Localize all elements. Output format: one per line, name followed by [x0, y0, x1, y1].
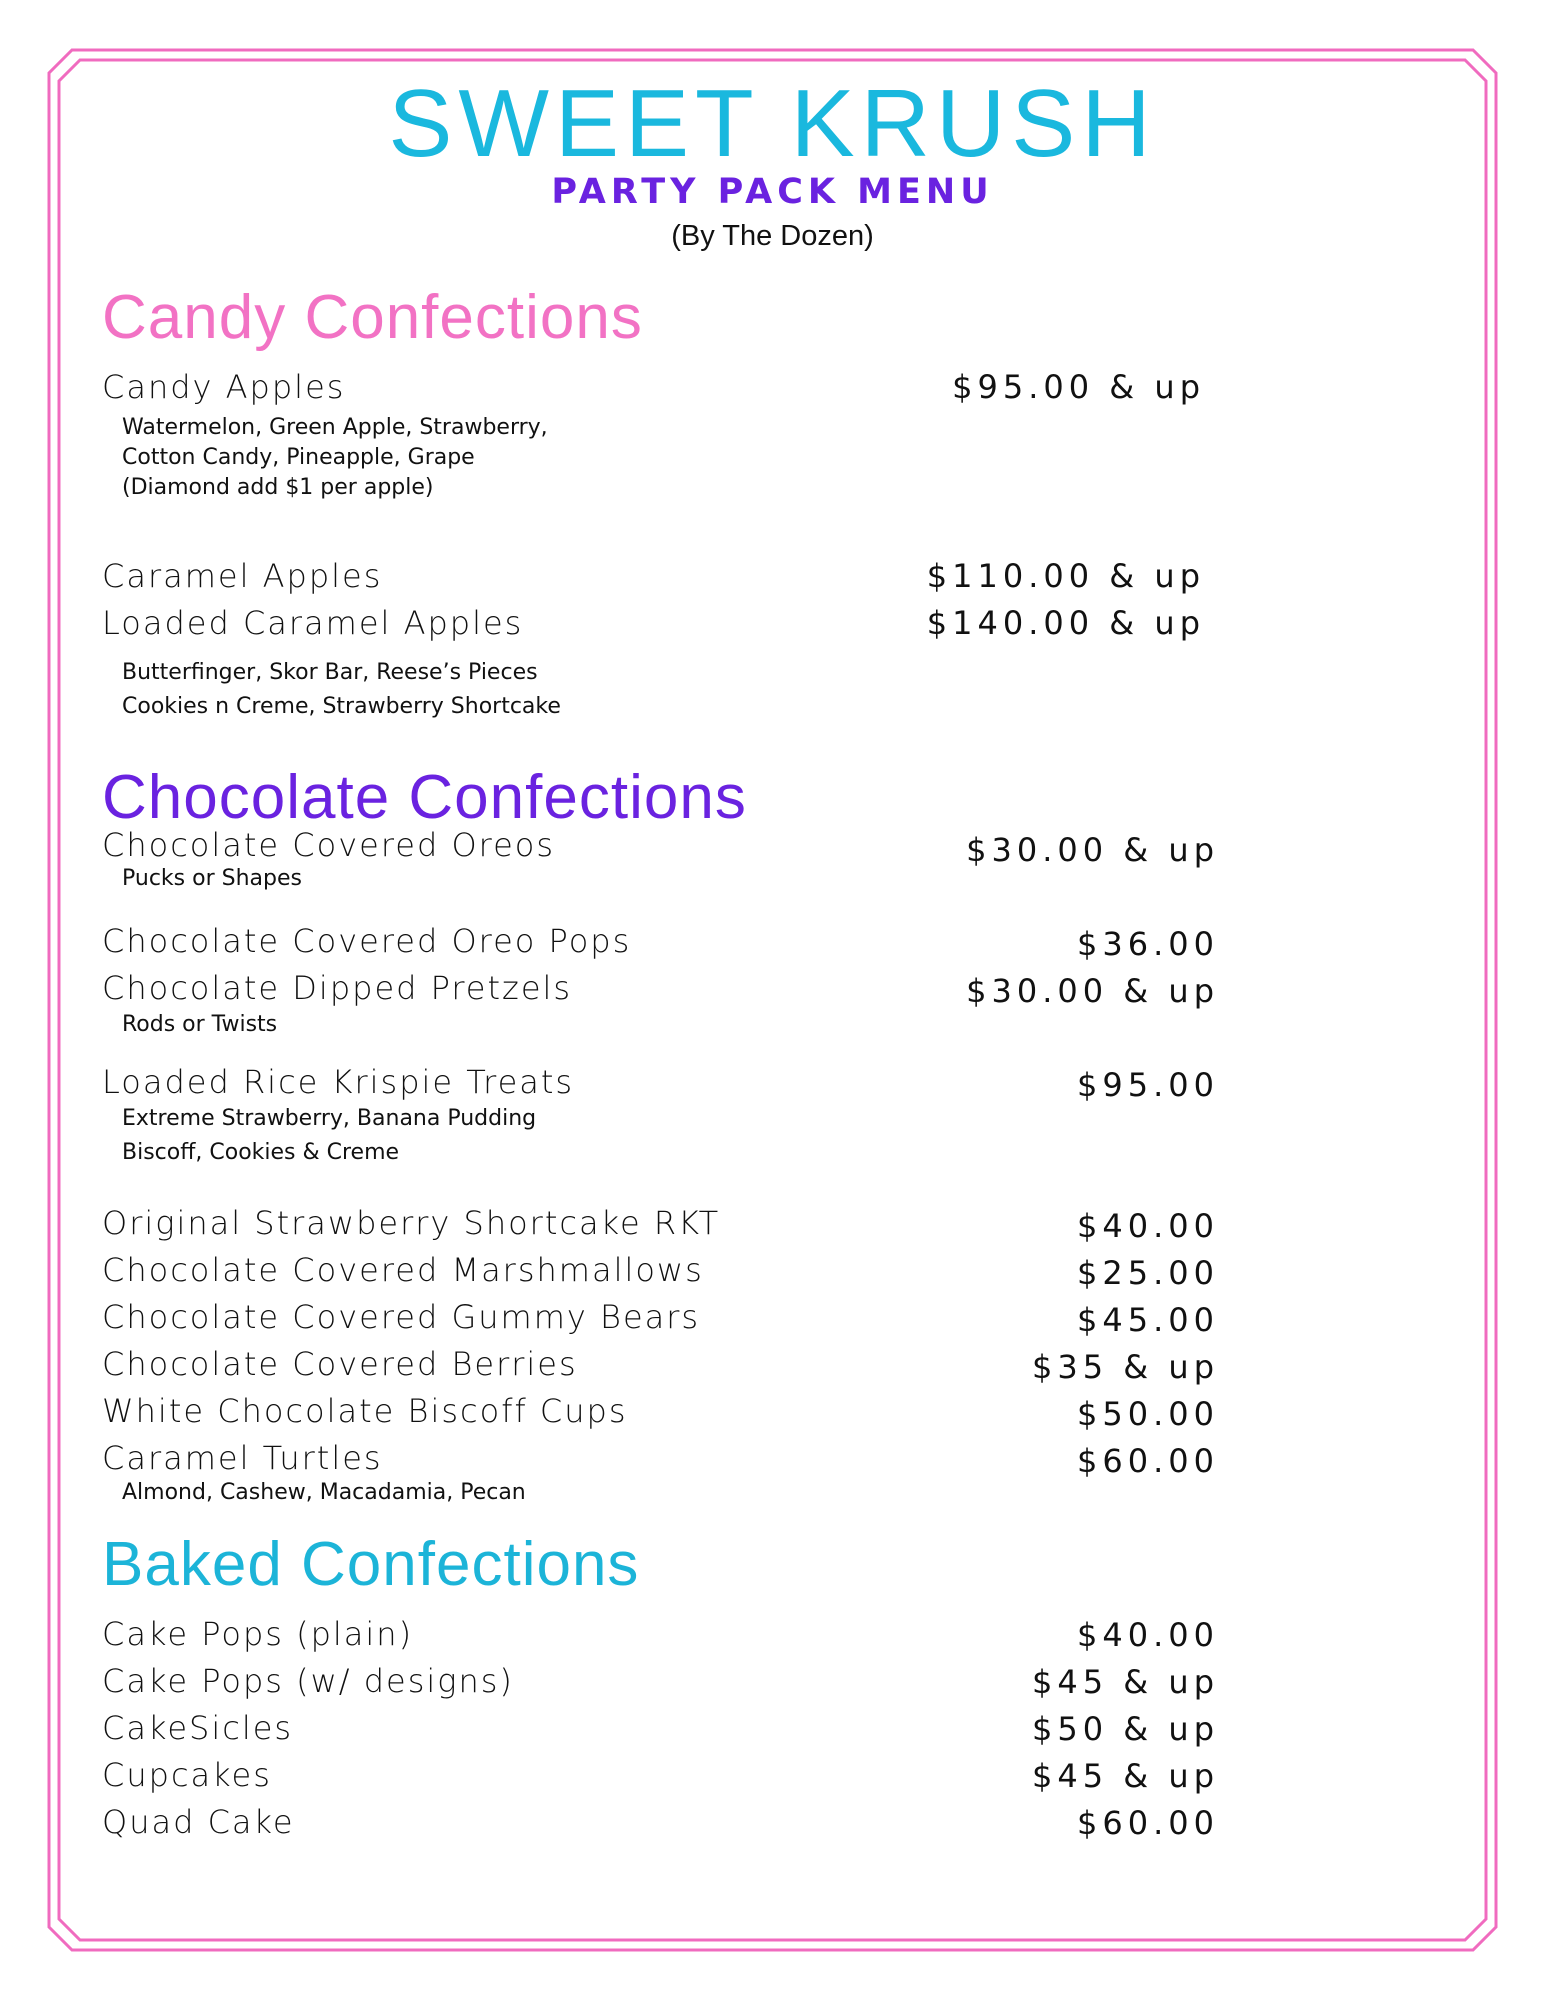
item-price-strawberry-rkt: $40.00 — [1077, 1207, 1219, 1245]
item-name-candy-apples: Candy Apples — [102, 368, 346, 406]
item-desc-caramel-turtles: Almond, Cashew, Macadamia, Pecan — [122, 1480, 526, 1505]
dozen-note: (By The Dozen) — [671, 220, 874, 252]
item-desc-loaded-caramel-1: Butterfinger, Skor Bar, Reese’s Pieces — [122, 660, 538, 685]
item-desc-candy-apples-2: Cotton Candy, Pineapple, Grape — [122, 445, 475, 470]
section-heading-candy: Candy Confections — [102, 283, 643, 352]
menu-subtitle: PARTY PACK MENU — [551, 172, 994, 212]
item-price-marshmallows: $25.00 — [1077, 1254, 1219, 1292]
item-desc-candy-apples-3: (Diamond add $1 per apple) — [122, 475, 434, 500]
brand-title: SWEET KRUSH — [388, 70, 1157, 177]
item-price-cake-pops-designs: $45 & up — [1032, 1663, 1219, 1701]
item-price-oreo-pops: $36.00 — [1077, 925, 1219, 963]
item-name-rkt: Loaded Rice Krispie Treats — [102, 1063, 575, 1101]
item-name-pretzels: Chocolate Dipped Pretzels — [102, 969, 573, 1007]
item-name-caramel-apples: Caramel Apples — [102, 557, 383, 595]
item-price-gummy-bears: $45.00 — [1077, 1301, 1219, 1339]
item-name-cake-pops-designs: Cake Pops (w/ designs) — [102, 1662, 514, 1700]
item-price-rkt: $95.00 — [1077, 1066, 1219, 1104]
item-price-candy-apples: $95.00 & up — [952, 368, 1205, 406]
item-price-cakesicles: $50 & up — [1032, 1710, 1219, 1748]
item-name-caramel-turtles: Caramel Turtles — [102, 1439, 383, 1477]
item-name-quad-cake: Quad Cake — [102, 1803, 295, 1841]
item-price-caramel-apples: $110.00 & up — [926, 557, 1205, 595]
item-name-oreo-pops: Chocolate Covered Oreo Pops — [102, 922, 632, 960]
item-price-cupcakes: $45 & up — [1032, 1757, 1219, 1795]
item-desc-loaded-caramel-2: Cookies n Creme, Strawberry Shortcake — [122, 694, 561, 719]
item-name-cupcakes: Cupcakes — [102, 1756, 272, 1794]
item-desc-rkt-1: Extreme Strawberry, Banana Pudding — [122, 1106, 537, 1131]
item-price-biscoff-cups: $50.00 — [1077, 1395, 1219, 1433]
item-name-gummy-bears: Chocolate Covered Gummy Bears — [102, 1298, 701, 1336]
item-price-quad-cake: $60.00 — [1077, 1804, 1219, 1842]
item-name-biscoff-cups: White Chocolate Biscoff Cups — [102, 1392, 628, 1430]
item-price-pretzels: $30.00 & up — [966, 972, 1219, 1010]
item-price-oreos: $30.00 & up — [966, 831, 1219, 869]
item-price-berries: $35 & up — [1032, 1348, 1219, 1386]
item-name-cake-pops-plain: Cake Pops (plain) — [102, 1615, 414, 1653]
item-name-berries: Chocolate Covered Berries — [102, 1345, 578, 1383]
section-heading-chocolate: Chocolate Confections — [102, 763, 747, 832]
item-desc-oreos: Pucks or Shapes — [122, 866, 302, 891]
item-name-loaded-caramel-apples: Loaded Caramel Apples — [102, 604, 524, 642]
item-name-strawberry-rkt: Original Strawberry Shortcake RKT — [102, 1204, 721, 1242]
section-heading-baked: Baked Confections — [102, 1530, 640, 1599]
item-desc-candy-apples-1: Watermelon, Green Apple, Strawberry, — [122, 415, 548, 440]
item-price-cake-pops-plain: $40.00 — [1077, 1616, 1219, 1654]
item-price-caramel-turtles: $60.00 — [1077, 1442, 1219, 1480]
item-desc-rkt-2: Biscoff, Cookies & Creme — [122, 1140, 400, 1165]
item-name-cakesicles: CakeSicles — [102, 1709, 294, 1747]
item-price-loaded-caramel-apples: $140.00 & up — [926, 604, 1205, 642]
item-name-marshmallows: Chocolate Covered Marshmallows — [102, 1251, 704, 1289]
item-desc-pretzels: Rods or Twists — [122, 1012, 278, 1037]
item-name-oreos: Chocolate Covered Oreos — [102, 826, 556, 864]
